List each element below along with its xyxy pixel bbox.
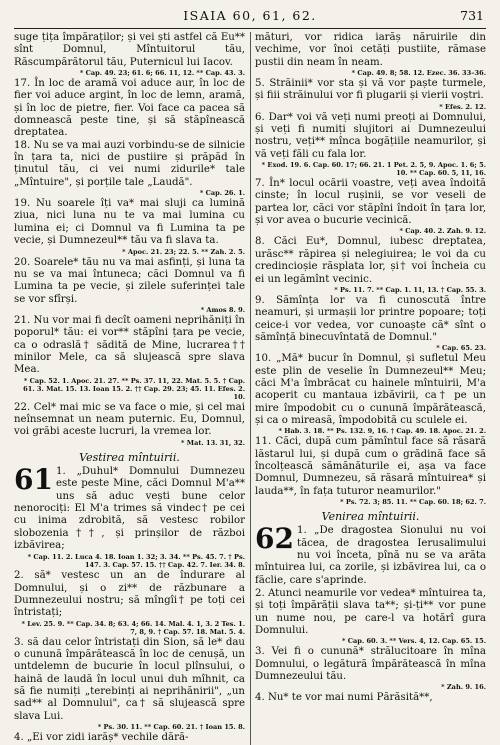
cross-reference: * Cap. 11. 2. Luca 4. 18. Ioan 1. 32; 3. 34. ** Ps. 45. 7. † Ps. 147. 3. Cap. 57. 15. †† Cap. 42. 7. Ier. 34. 8. bbox=[27, 553, 245, 570]
verse: 2. Atunci neamurile vor vedea* mîntuirea ta, și toți împărății slava ta**; și-ți** vor pune un nume nou, pe care-l va hotărî gura Domnului. bbox=[255, 588, 486, 637]
cross-reference: * Cap. 26. 1. bbox=[199, 189, 245, 198]
cross-reference: * Ps. 72. 3; 85. 11. ** Cap. 60. 18; 62. 7. bbox=[340, 498, 486, 506]
page-header bbox=[14, 6, 486, 28]
cross-reference: * Cap. 52. 1. Apoc. 21. 27. ** Ps. 37. 11, 22. Mat. 5. 5. † Cap. 61. 3. Mat. 15. 13. Ioan 15. 2. †† Cap. 29. 23; 45. 11. Efes. 2. 10. bbox=[23, 376, 245, 401]
verse: 5. Străinii* vor sta și vă vor paște turmele, și fiii străinului vor fi plugarii și vierii voștri. bbox=[255, 78, 486, 102]
verse: 3. Vei fi o cunună* strălucitoare în mîna Domnului, o legătură împărătească în mîna Dumnezeului tău. bbox=[255, 646, 486, 683]
verse: 22. Cel* mai mic se va face o mie, și cel mai neînsemnat un neam puternic. Eu, Domnul, voi grăbi aceste lucruri, la vremea lor. bbox=[14, 401, 245, 438]
verse: 4. Nu* te vor mai numi Părăsită**, bbox=[255, 692, 433, 704]
page-number: 731 bbox=[460, 8, 484, 23]
verse: 1. „Duhul* Domnului Dumnezeu este peste Mine, căci Domnul M'a** uns să aduc vești bune celor nenorociți: El M'a trimes să vindec† pe cei cu inima zdrobită, să vestesc robilor slobozenia††, și prinșilor de război izbăvirea; bbox=[14, 465, 245, 552]
verse: 17. În loc de aramă voi aduce aur, în loc de fier voi aduce argint, în loc de lemn, aramă, și în loc de pietre, fier. Voi face ca pacea să domnească peste tine, și să stăpînească dreptatea. bbox=[14, 78, 245, 139]
header-rule bbox=[14, 28, 486, 29]
verse: 19. Nu soarele îți va* mai sluji ca lumină ziua, nici luna nu te va mai lumina cu lumina ei; ci Domnul va fi Lumina ta pe vecie, și Dumnezeul** tău va fi slava ta. bbox=[14, 198, 245, 247]
cross-reference: * Exod. 19. 6. Cap. 60. 17; 66. 21. 1 Pet. 2. 5, 9. Apoc. 1. 6; 5. 10. ** Cap. 60. 5, 11, 16. bbox=[261, 161, 486, 178]
verse: suge țița împăraților; și vei ști astfel că Eu** sînt Domnul, Mîntuitorul tău, Răscumpărătorul tău, Puternicul lui Iacov. bbox=[14, 32, 245, 68]
verse: 4. „Ei vor zidi iarăș* vechile dără- bbox=[14, 732, 189, 744]
cross-reference: * Ps. 30. 11. ** Cap. 60. 21. † Ioan 15. 8. bbox=[97, 723, 245, 732]
verse: 21. Nu vor mai fi decît oameni neprihăniți în poporul* tău: ei vor** stăpîni țara pe vecie, ca o odraslă† sădită de Mine, lucrarea†† minilor Mele, ca să slujească spre slava Mea. bbox=[14, 314, 245, 376]
verse: 10. „Mă* bucur în Domnul, și sufletul Meu este plin de veselie în Dumnezeul** Meu; căci M'a îmbrăcat cu hainele mîntuirii, M'a acoperit cu mantaua izbăvirii, ca† pe un mire împodobit cu o cunună împărătească, și ca o mireasă, împodobită cu sculele ei. bbox=[255, 353, 486, 426]
verse: 18. Nu se va mai auzi vorbindu-se de silnicie în țara ta, nici de pustiire și prăpăd în ținutul tău, ci vei numi zidurile* tale „Mîntuire", și porțile tale „Laudă". bbox=[14, 139, 245, 188]
section-heading: Vestirea mîntuirii. bbox=[79, 450, 180, 464]
verse: 3. să dau celor întristați din Sion, să le* dau o cunună împărătească în loc de cenușă, un untdelemn de bucurie în locul plînsului, o haină de laudă în locul unui duh mîhnit, ca să fie numiți „terebinți ai neprihănirii", „un sad** al Domnului", ca† să slujească spre slava Lui. bbox=[14, 636, 245, 722]
cross-reference: * Amos 8. 9. bbox=[200, 305, 245, 314]
chapter-start bbox=[255, 525, 486, 587]
cross-reference: * Lev. 25. 9. ** Cap. 34. 8; 63. 4; 66. 14. Mal. 4. 1, 3. 2 Tes. 1. 7, 8, 9. † Cap. 57. 18. Mat. 5. 4. bbox=[21, 619, 245, 636]
cross-reference: * Cap. 40. 2. Zah. 9. 12. bbox=[399, 227, 486, 236]
cross-reference: * Efes. 2. 12. bbox=[439, 102, 486, 111]
text-columns bbox=[14, 32, 486, 745]
left-column bbox=[14, 32, 245, 745]
chapter-start bbox=[14, 466, 245, 552]
cross-reference: * Cap. 49. 23; 61. 6; 66. 11, 12. ** Cap. 43. 3. bbox=[79, 69, 245, 78]
verse: 2. să* vestesc un an de îndurare al Domnului, și o zi** de răzbunare a Dumnezeului nostru; să mîngîi† pe toți cei întristați; bbox=[14, 570, 245, 619]
verse: 6. Dar* voi vă veți numi preoți ai Domnului, și veți fi numiți slujitori ai Dumnezeului nostru, veți** mînca bogățiile neamurilor, și vă veți făli cu fala lor. bbox=[255, 111, 486, 160]
cross-reference: * Cap. 65. 23. bbox=[436, 344, 486, 353]
cross-reference: * Cap. 60. 3. ** Vers. 4, 12. Cap. 65. 15. bbox=[342, 637, 486, 646]
cross-reference: * Cap. 49. 8; 58. 12. Ezec. 36. 33–36. bbox=[351, 69, 486, 78]
cross-reference: * Zah. 9. 16. bbox=[441, 683, 486, 692]
right-column bbox=[255, 32, 486, 745]
verse: 9. Sămînța lor va fi cunoscută între neamuri, și urmașii lor printre popoare; toți ceice-i vor vedea, vor cunoaște că* sînt o sămînță binecuvîntată de Domnul." bbox=[255, 294, 486, 343]
cross-reference: * Mat. 13. 31, 32. bbox=[181, 438, 245, 447]
cross-reference: * Hab. 3. 18. ** Ps. 132. 9, 16. † Cap. 49. 18. Apoc. 21. 2. bbox=[278, 427, 486, 436]
chapter-number: 61 bbox=[14, 465, 53, 496]
verse: 8. Căci Eu*, Domnul, iubesc dreptatea, urăsc** răpirea și nelegiuirea; le voi da cu credincioșie răsplata lor, și† voi încheia cu ei un legămînt vecinic. bbox=[255, 236, 486, 285]
verse: 11. Căci, după cum pămîntul face să răsară lăstarul lui, și după cum o grădină face să încolțească sămănăturile ei, așa va face Domnul, Dumnezeu, să răsară mîntuirea* și lauda**, în fața tuturor neamurilor." bbox=[255, 436, 486, 497]
section-heading: Venirea mîntuirii. bbox=[321, 510, 420, 523]
chapter-number: 62 bbox=[255, 525, 294, 556]
verse: 1. „De dragostea Sionului nu voi tăcea, de dragostea Ierusalimului nu voi înceta, pînă nu se va arăta mîntuirea lui, ca zorile, și izbăvirea lui, ca o făclie, care s'aprinde. bbox=[255, 525, 486, 586]
verse: 7. În* locul ocării voastre, veți avea îndoită cinste; în locul rușinii, se vor veseli de partea lor, căci vor stăpîni îndoit în țara lor, și vor avea o bucurie vecinică. bbox=[255, 178, 486, 227]
running-title: ISAIA 60, 61, 62. bbox=[183, 8, 317, 23]
cross-reference: * Ps. 11. 7. ** Cap. 1. 11, 13. † Cap. 55. 3. bbox=[334, 285, 486, 294]
verse: 20. Soarele* tău nu va mai asfinți, și luna ta nu se va mai întuneca; căci Domnul va fi Lumina ta pe vecie, și zilele suferinței tale se vor sfîrși. bbox=[14, 256, 245, 305]
verse: mături, vor ridica iarăș năruirile din vechime, vor înoi cetăți pustiite, rămase pustii din neam în neam. bbox=[255, 32, 486, 68]
cross-reference: * Apoc. 21. 23; 22. 5. ** Zah. 2. 5. bbox=[122, 247, 245, 256]
